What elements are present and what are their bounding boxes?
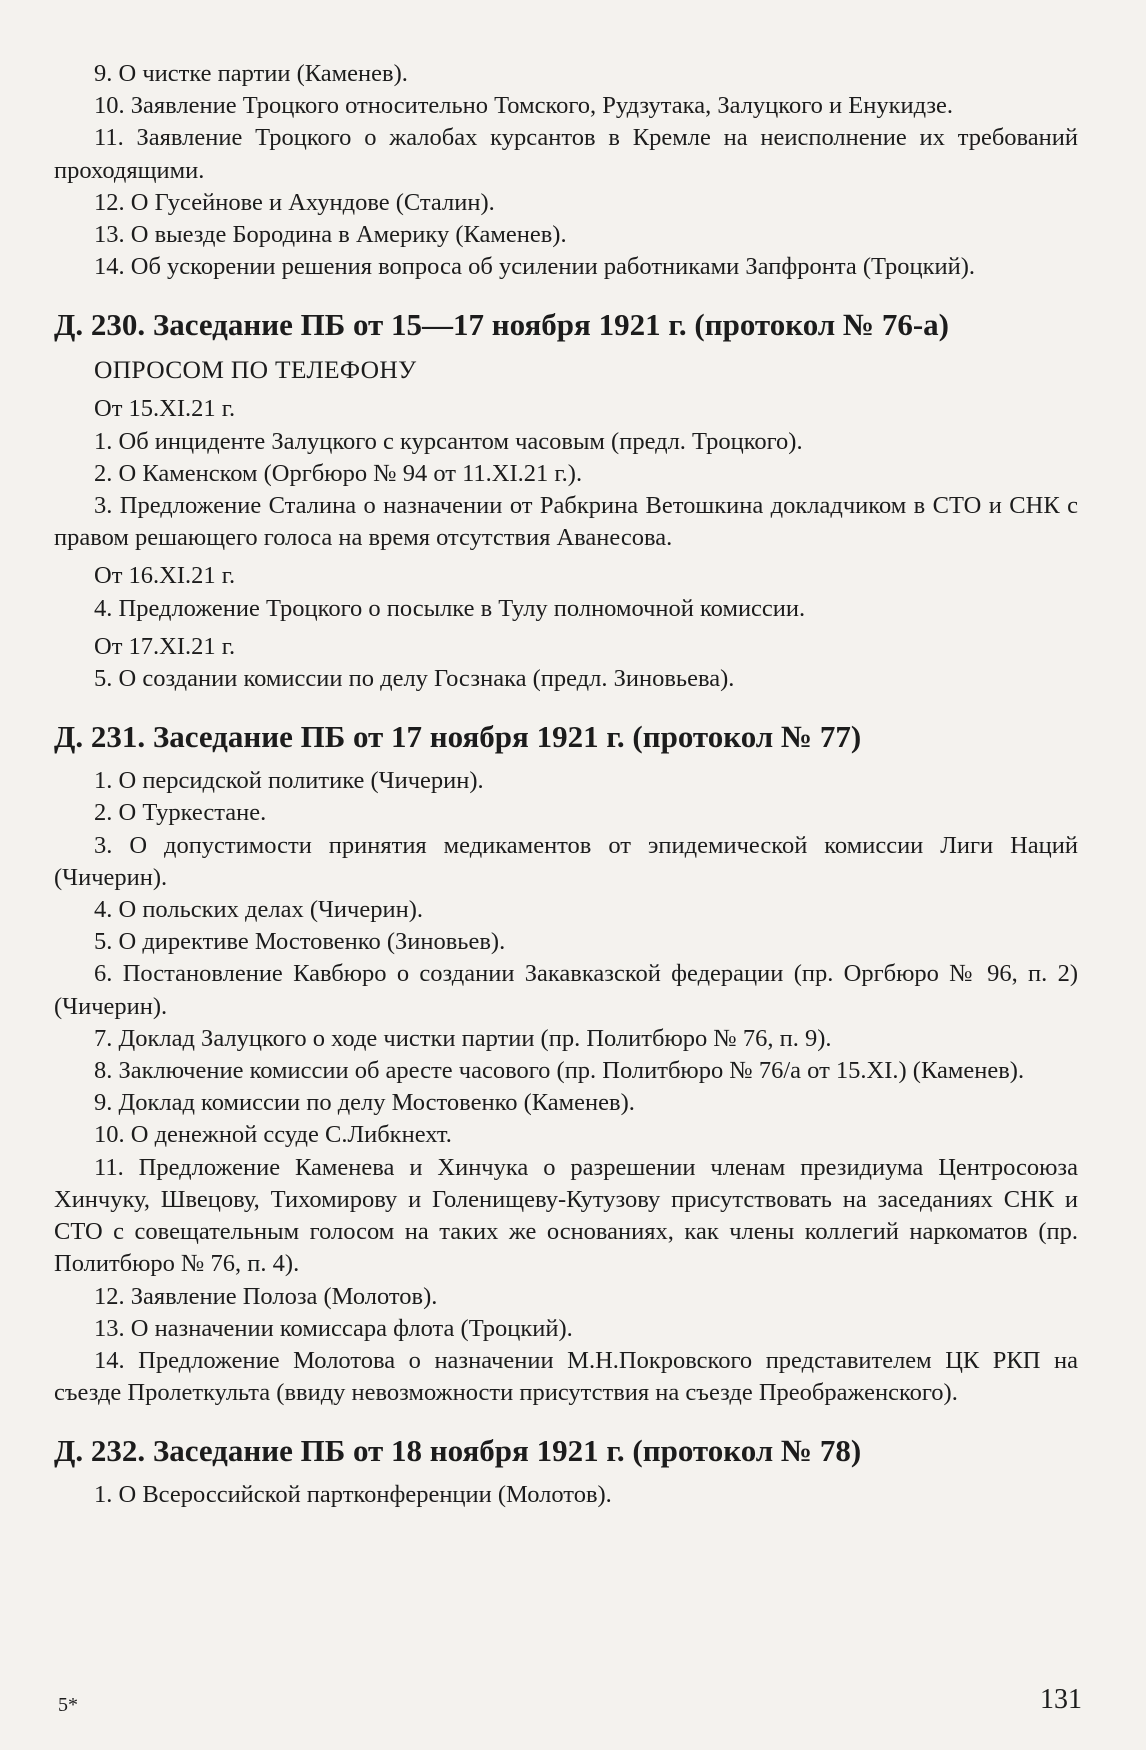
list-item: 1. О персидской политике (Чичерин).: [94, 767, 484, 795]
list-item: 12. Заявление Полоза (Молотов).: [94, 1282, 438, 1310]
list-item: 3. Предложение Сталина о назначении от Рабкрина Ветошкина докладчиком в СТО и СНК с правом решающего голоса на время отсутствия Аванесова.: [54, 492, 1078, 552]
section-doc-231: [54, 717, 1078, 1409]
list-item: 11. Предложение Каменева и Хинчука о разрешении членам президиума Центросоюза Хинчуку, Швецову, Тихомирову и Голенищеву-Кутузову присутствовать на заседаниях СНК и СТО с совещательным голосом на таких же основаниях, как члены коллегий наркоматов (пр. Политбюро № 76, п. 4).: [54, 1153, 1078, 1278]
list-item: 10. О денежной ссуде С.Либкнехт.: [94, 1121, 452, 1149]
section-doc-230: [54, 305, 1078, 695]
list-item: 4. О польских делах (Чичерин).: [94, 896, 423, 924]
list-item: 7. Доклад Залуцкого о ходе чистки партии (пр. Политбюро № 76, п. 9).: [94, 1024, 832, 1052]
section-doc-232: [54, 1431, 1078, 1511]
list-item: 6. Постановление Кавбюро о создании Закавказской федерации (пр. Оргбюро № 96, п. 2) (Чичерин).: [54, 960, 1078, 1020]
list-item: 14. Об ускорении решения вопроса об усилении работниками Запфронта (Троцкий).: [94, 253, 976, 281]
list-item: 9. Доклад комиссии по делу Мостовенко (Каменев).: [94, 1089, 635, 1117]
list-item: 4. Предложение Троцкого о посылке в Тулу полномочной комиссии.: [94, 594, 806, 622]
list-item: 13. О назначении комиссара флота (Троцкий).: [94, 1314, 573, 1342]
list-item: 12. О Гусейнове и Ахундове (Сталин).: [94, 188, 495, 216]
section-heading: Д. 231. Заседание ПБ от 17 ноября 1921 г. (протокол № 77): [54, 719, 862, 755]
page-content: [54, 58, 1078, 1512]
signature-mark: 5*: [58, 1694, 78, 1716]
date-line: От 15.XI.21 г.: [94, 395, 236, 423]
list-item: 1. Об инциденте Залуцкого с курсантом часовым (предл. Троцкого).: [94, 427, 803, 455]
list-item: 1. О Всероссийской партконференции (Молотов).: [94, 1481, 612, 1509]
date-line: От 16.XI.21 г.: [94, 562, 236, 590]
list-item: 13. О выезде Бородина в Америку (Каменев).: [94, 221, 567, 249]
list-item: 8. Заключение комиссии об аресте часового (пр. Политбюро № 76/а от 15.XI.) (Каменев).: [94, 1057, 1025, 1085]
date-line: От 17.XI.21 г.: [94, 632, 236, 660]
list-item: 5. О создании комиссии по делу Госзнака (предл. Зиновьева).: [94, 665, 735, 693]
section-heading: Д. 232. Заседание ПБ от 18 ноября 1921 г. (протокол № 78): [54, 1433, 862, 1469]
list-item: 3. О допустимости принятия медикаментов от эпидемической комиссии Лиги Наций (Чичерин).: [54, 831, 1078, 891]
section-subheading: ОПРОСОМ ПО ТЕЛЕФОНУ: [94, 355, 417, 385]
list-item: 10. Заявление Троцкого относительно Томского, Рудзутака, Залуцкого и Енукидзе.: [94, 92, 954, 120]
list-item: 9. О чистке партии (Каменев).: [94, 60, 408, 87]
section-heading: Д. 230. Заседание ПБ от 15—17 ноября 1921 г. (протокол № 76-а): [54, 307, 949, 343]
list-item: 14. Предложение Молотова о назначении М.Н.Покровского представителем ЦК РКП на съезде Пролеткульта (ввиду невозможности присутствия на съезде Преображенского).: [54, 1346, 1078, 1407]
page-number: 131: [1040, 1684, 1082, 1715]
list-item: 11. Заявление Троцкого о жалобах курсантов в Кремле на неисполнение их требований проходящими.: [54, 124, 1078, 184]
section-continuation: [54, 58, 1078, 283]
list-item: 2. О Туркестане.: [94, 799, 267, 827]
list-item: 2. О Каменском (Оргбюро № 94 от 11.XI.21 г.).: [94, 459, 583, 487]
list-item: 5. О директиве Мостовенко (Зиновьев).: [94, 928, 506, 956]
